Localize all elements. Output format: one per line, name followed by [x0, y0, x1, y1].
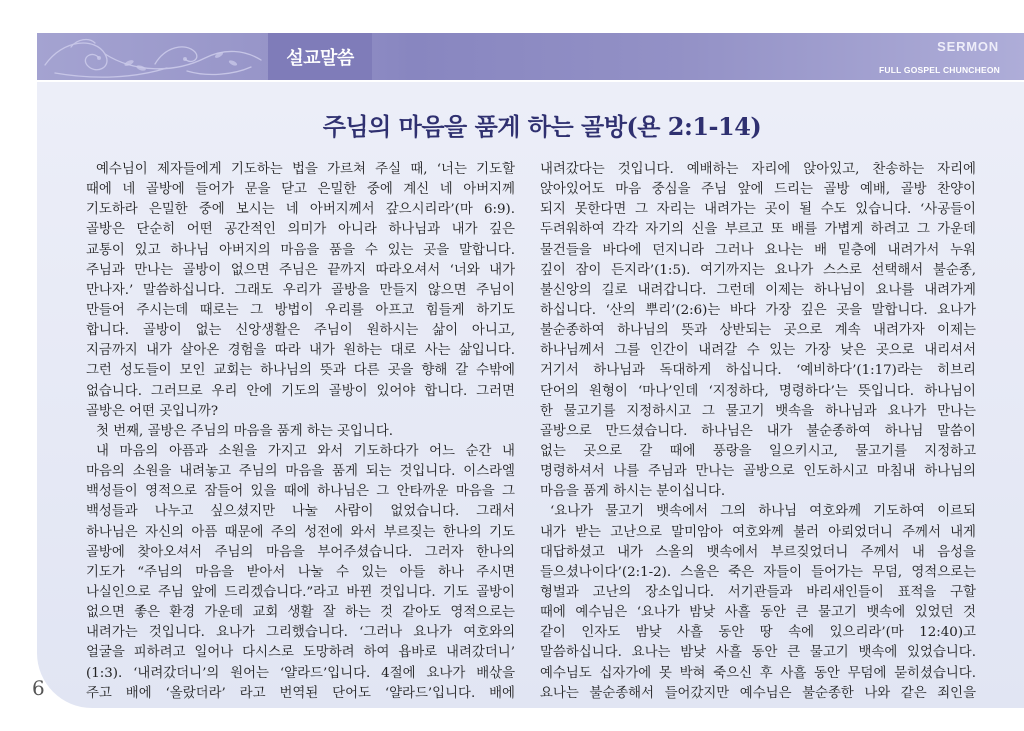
text-line: 마음의 소원을 내려놓고 주님의 마음을 품게 되는 것입니다. 이스라엘 [86, 464, 515, 480]
text-line: 대답하셨고 내가 스올의 뱃속에서 부르짖었더니 주께서 내 음성을 [540, 544, 976, 560]
text-line: 그런 성도들이 모인 교회는 하나님의 뜻과 다른 곳을 향해 갈 수밖에 [86, 363, 515, 379]
article-title: 주님의 마음을 품게 하는 골방(욘 2:1-14) [322, 112, 762, 141]
section-tab [268, 33, 372, 80]
text-line: 내 마음의 아픔과 소원을 가지고 와서 기도하다가 어느 순간 내 [96, 443, 515, 459]
text-line: 없는 곳으로 갈 때에 풍랑을 일으키시고, 물고기를 지정하고 [540, 443, 976, 459]
text-line: 주님과 만나는 골방이 없으면 주님은 끝까지 따라오셔서 ‘너와 내가 [86, 262, 515, 278]
text-line: 지금까지 내가 살아온 경험을 따라 내가 원하는 대로 사는 삶입니다. [86, 343, 515, 359]
text-line: 만나자.’ 말씀하십니다. 그래도 우리가 골방을 만들지 않으면 주님이 [86, 282, 515, 298]
text-line: 하나님께서 그를 인간이 내려갈 수 있는 가장 낮은 곳으로 내리셔서 [540, 343, 976, 359]
text-line: 되지 못한다면 그 자리는 내려가는 곳이 될 수도 있습니다. ‘사공들이 [540, 202, 976, 218]
text-line: 거기서 하나님과 독대하게 하십니다. ‘예비하다’(1:17)라는 히브리 [540, 363, 976, 379]
paragraph [86, 422, 515, 442]
text-line: 요나는 불순종해서 들어갔지만 예수님은 불순종한 나와 같은 죄인을 [540, 685, 976, 701]
text-line: 같이 인자도 밤낮 사흘 동안 땅 속에 있으리라’(마 12:40)고 [540, 625, 976, 641]
brand-main-label: SERMON [937, 39, 999, 54]
text-line: 백성들과 나누고 싶으셨지만 나눌 사람이 없었습니다. 그래서 [86, 504, 515, 520]
text-line: 형벌과 고난의 장소입니다. 서기관들과 바리새인들이 표적을 구할 [540, 584, 976, 600]
text-line: 앉아있어도 마음 중심을 주님 앞에 드리는 골방 예배, 골방 찬양이 [540, 182, 976, 198]
page-number: 6 [32, 676, 45, 700]
text-line: ‘요나가 물고기 뱃속에서 그의 하나님 여호와께 기도하여 이르되 [550, 504, 976, 520]
text-line: 한 물고기를 지정하시고 그 물고기 뱃속을 하나님과 요나가 만나는 [540, 403, 976, 419]
floral-swirl-icon [37, 33, 267, 80]
text-line: 없으면 좋은 환경 가운데 교회 생활 잘 하는 것 같아도 영적으로는 [86, 605, 515, 621]
text-line: 하나님은 자신의 아픔 때문에 주의 성전에 와서 부르짖는 한나의 기도 [86, 524, 515, 540]
text-line: 기도하라 은밀한 중에 보시는 네 아버지께서 갚으시리라’(마 6:9). [86, 202, 515, 218]
text-line: 주고 배에 ‘올랐더라’ 라고 번역된 단어도 ‘얄라드’입니다. 배에 [86, 685, 515, 701]
text-line: 예수님도 십자가에 못 박혀 죽으신 후 사흘 동안 무덤에 묻히셨습니다. [540, 665, 976, 681]
paragraph [540, 502, 976, 703]
text-line: 하십니다. ‘산의 뿌리’(2:6)는 바다 가장 깊은 곳을 말합니다. 요나가 [540, 302, 976, 318]
text-line: 합니다. 골방이 없는 신앙생활은 주님이 원하시는 삶이 아니고, [86, 323, 515, 339]
text-line: 들으셨나이다’(2:1-2). 스올은 죽은 자들이 들어가는 무덤, 영적으로는 [540, 564, 976, 580]
text-line: 첫 번째, 골방은 주님의 마음을 품게 하는 곳입니다. [96, 423, 394, 439]
text-line: 단어의 원형이 ‘마나’인데 ‘지정하다, 명령하다’는 뜻입니다. 하나님이 [540, 383, 976, 399]
text-line: 명령하셔서 나를 주님과 만나는 골방으로 인도하시고 마침내 하나님의 [540, 464, 976, 480]
text-line: 교통이 있고 하나님 아버지의 마음을 품을 수 있는 곳을 말합니다. [86, 242, 515, 258]
text-line: 물건들을 바다에 던지니라 그러나 요나는 배 밑층에 내려가서 누워 [540, 242, 976, 258]
text-line: 예수님이 제자들에게 기도하는 법을 가르쳐 주실 때, ‘너는 기도할 [96, 162, 515, 177]
text-line: 때에 네 골방에 들어가 문을 닫고 은밀한 중에 계신 네 아버지께 [86, 182, 515, 198]
text-line: 말씀하십니다. 요나는 밤낮 사흘 동안 큰 물고기 뱃속에 있었습니다. [540, 645, 976, 661]
text-line: 백성들이 영적으로 잠들어 있을 때에 하나님은 그 안타까운 마음을 그 [86, 484, 515, 500]
text-line: 내려가는 것입니다. 요나가 그리했습니다. ‘그러나 요나가 여호와의 [86, 625, 515, 641]
text-line: 골방으로 만드셨습니다. 하나님은 내가 불순종하여 하나님 말씀이 [540, 423, 976, 439]
section-title: 설교말씀 [286, 47, 354, 69]
text-line: 골방은 어떤 곳입니까? [86, 403, 219, 419]
text-line: 골방은 단순히 어떤 공간적인 의미가 아니라 하나님과 내가 깊은 [86, 222, 515, 238]
text-line: 골방에 찾아오셔서 주님의 마음을 부어주셨습니다. 그러자 한나의 [86, 544, 515, 560]
paragraph [540, 160, 976, 502]
text-line: 만들어 주시는데 때로는 그 방법이 우리를 아프고 힘들게 하기도 [86, 302, 515, 318]
text-line: 얼굴을 피하려고 일어나 다시스로 도망하려 하여 욥바로 내려갔더니’ [86, 645, 515, 661]
paragraph [86, 160, 515, 422]
text-line: 불순종하여 하나님의 뜻과 상반되는 곳으로 계속 내려가자 이제는 [540, 323, 976, 339]
brand-sub-label: FULL GOSPEL CHUNCHEON [878, 65, 1000, 75]
text-line: 마음을 품게 하시는 분이십니다. [540, 484, 726, 500]
paragraph [86, 442, 515, 704]
text-line: 내려갔다는 것입니다. 예배하는 자리에 앉아있고, 찬송하는 자리에 [540, 162, 976, 177]
text-line: 내가 받는 고난으로 말미암아 여호와께 불러 아뢰었더니 주께서 내게 [540, 524, 976, 540]
text-line: 불신앙의 길로 내려갑니다. 그런데 이제는 하나님이 요나를 내려가게 [540, 282, 976, 298]
text-line: 깊이 잠이 든지라’(1:5). 여기까지는 요나가 스스로 선택해서 불순종, [540, 262, 976, 278]
text-line: (1:3). ‘내려갔더니’의 원어는 ‘얄라드’입니다. 4절에 요나가 배삯을 [86, 665, 515, 681]
right-column [540, 160, 976, 704]
text-line: 때에 예수님은 ‘요나가 밤낮 사흘 동안 큰 물고기 뱃속에 있었던 것 [540, 605, 976, 621]
text-line: 기도가 “주님의 마음을 받아서 나눌 수 있는 아들 하나 주시면 [86, 564, 515, 580]
text-line: 없습니다. 그러므로 우리 안에 기도의 골방이 있어야 합니다. 그러면 [86, 383, 515, 399]
text-line: 나실인으로 주님 앞에 드리겠습니다.”라고 바뀐 것입니다. 기도 골방이 [86, 584, 515, 600]
text-line: 두려워하여 각각 자기의 신을 부르고 또 배를 가볍게 하려고 그 가운데 [540, 222, 976, 238]
left-column [86, 160, 515, 704]
